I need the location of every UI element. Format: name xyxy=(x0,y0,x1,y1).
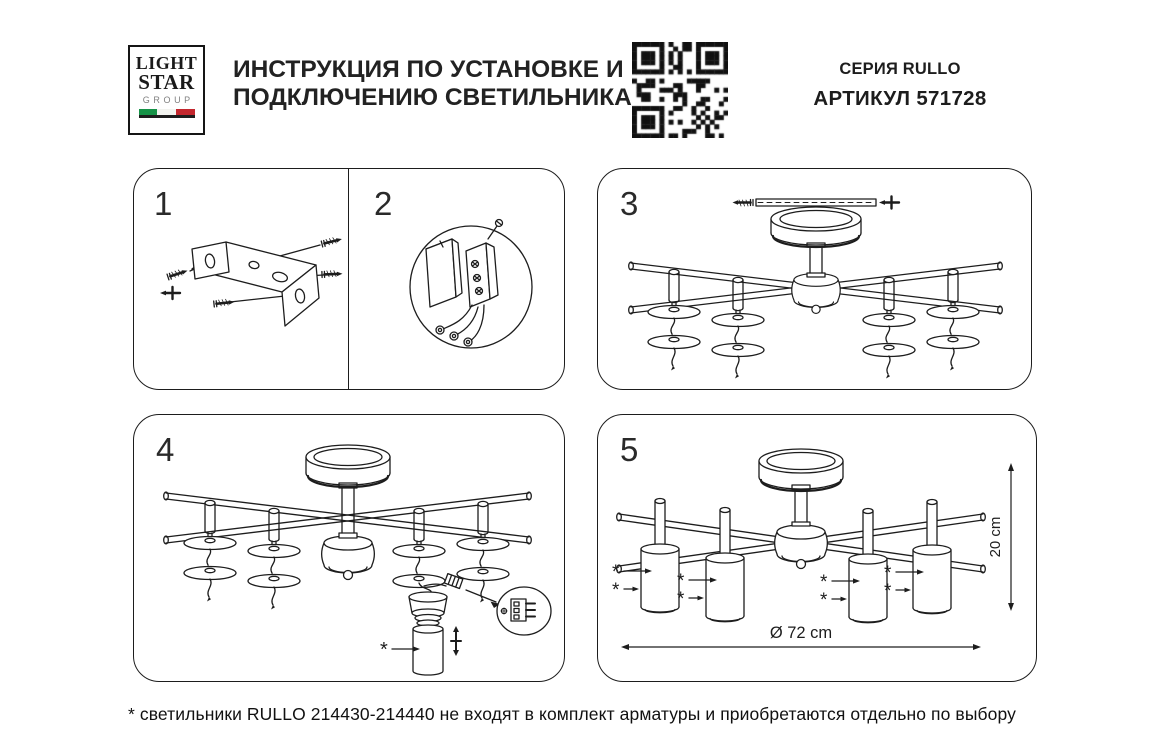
lamp-holder xyxy=(648,269,700,370)
page-title xyxy=(233,56,632,112)
lamp-shade xyxy=(413,625,443,675)
step-number-2: 2 xyxy=(374,185,393,222)
asterisk-marker: * xyxy=(677,589,685,610)
screw-icon xyxy=(214,298,235,307)
asterisk-marker: * xyxy=(612,580,620,601)
asterisk-marker: * xyxy=(820,572,828,593)
asterisk-marker: * xyxy=(612,562,620,583)
bracket-illustration xyxy=(160,236,343,326)
step-number-3: 3 xyxy=(620,185,639,222)
series-label: СЕРИЯ RULLO xyxy=(839,60,961,78)
footnote-text: * светильники RULLO 214430-214440 не входят в комплект арматуры и приобретаются отдельно по выбору xyxy=(128,704,1016,724)
asterisk-marker: * xyxy=(884,563,892,584)
ceiling-canopy xyxy=(306,445,390,487)
chandelier-frame-step3 xyxy=(629,197,1003,379)
lamp-socket xyxy=(409,592,447,626)
screw-icon xyxy=(322,270,343,277)
panel-step-4 xyxy=(133,414,565,682)
asterisk-marker: * xyxy=(677,571,685,592)
lightstar-logo xyxy=(128,45,205,135)
screw-icon xyxy=(167,267,189,280)
asterisk-marker: * xyxy=(884,581,892,602)
central-hub xyxy=(322,536,375,580)
title-line-2: ПОДКЛЮЧЕНИЮ СВЕТИЛЬНИКА xyxy=(233,84,632,111)
lamp-shade xyxy=(913,500,951,614)
diameter-label: Ø 72 cm xyxy=(769,624,833,642)
asterisk-marker: * xyxy=(380,639,388,661)
central-hub xyxy=(775,525,828,569)
lamp-holder xyxy=(393,508,445,587)
step-number-5: 5 xyxy=(620,431,639,468)
product-info xyxy=(790,60,1010,111)
chandelier-assembled-step5 xyxy=(612,449,1014,650)
article-label: АРТИКУЛ 571728 xyxy=(813,87,987,110)
lamp-shade xyxy=(849,509,887,623)
central-hub xyxy=(792,273,840,313)
italian-flag xyxy=(139,109,195,118)
ceiling-canopy xyxy=(771,207,861,247)
asterisk-marker: * xyxy=(820,590,828,611)
lamp-holder xyxy=(927,269,979,370)
title-line-1: ИНСТРУКЦИЯ ПО УСТАНОВКЕ И xyxy=(233,56,624,83)
height-label: 20 cm xyxy=(987,516,1004,558)
screw-icon xyxy=(321,236,342,247)
lamp-shade xyxy=(706,508,744,622)
diameter-dimension xyxy=(621,624,981,650)
panel-steps-1-2 xyxy=(133,168,565,390)
lamp-holder xyxy=(863,277,915,378)
screw-icon xyxy=(733,200,754,207)
logo-word-group: GROUP xyxy=(142,95,194,105)
panel-step-5 xyxy=(597,414,1037,682)
move-vertical-icon xyxy=(451,626,461,656)
logo-word-star: STAR xyxy=(138,70,195,94)
screw-icon xyxy=(879,197,899,209)
step-number-4: 4 xyxy=(156,431,175,468)
logo-word-light: LIGHT xyxy=(135,53,198,73)
screw-icon xyxy=(160,287,180,299)
lamp-holder xyxy=(457,501,509,602)
qr-code xyxy=(632,42,728,138)
step-number-1: 1 xyxy=(154,185,173,222)
panel-step-3 xyxy=(597,168,1032,390)
lamp-shade xyxy=(641,499,679,613)
lamp-holder xyxy=(184,500,236,601)
chandelier-frame-step4 xyxy=(164,445,551,675)
height-dimension xyxy=(987,463,1014,611)
wiring-illustration xyxy=(410,220,532,349)
